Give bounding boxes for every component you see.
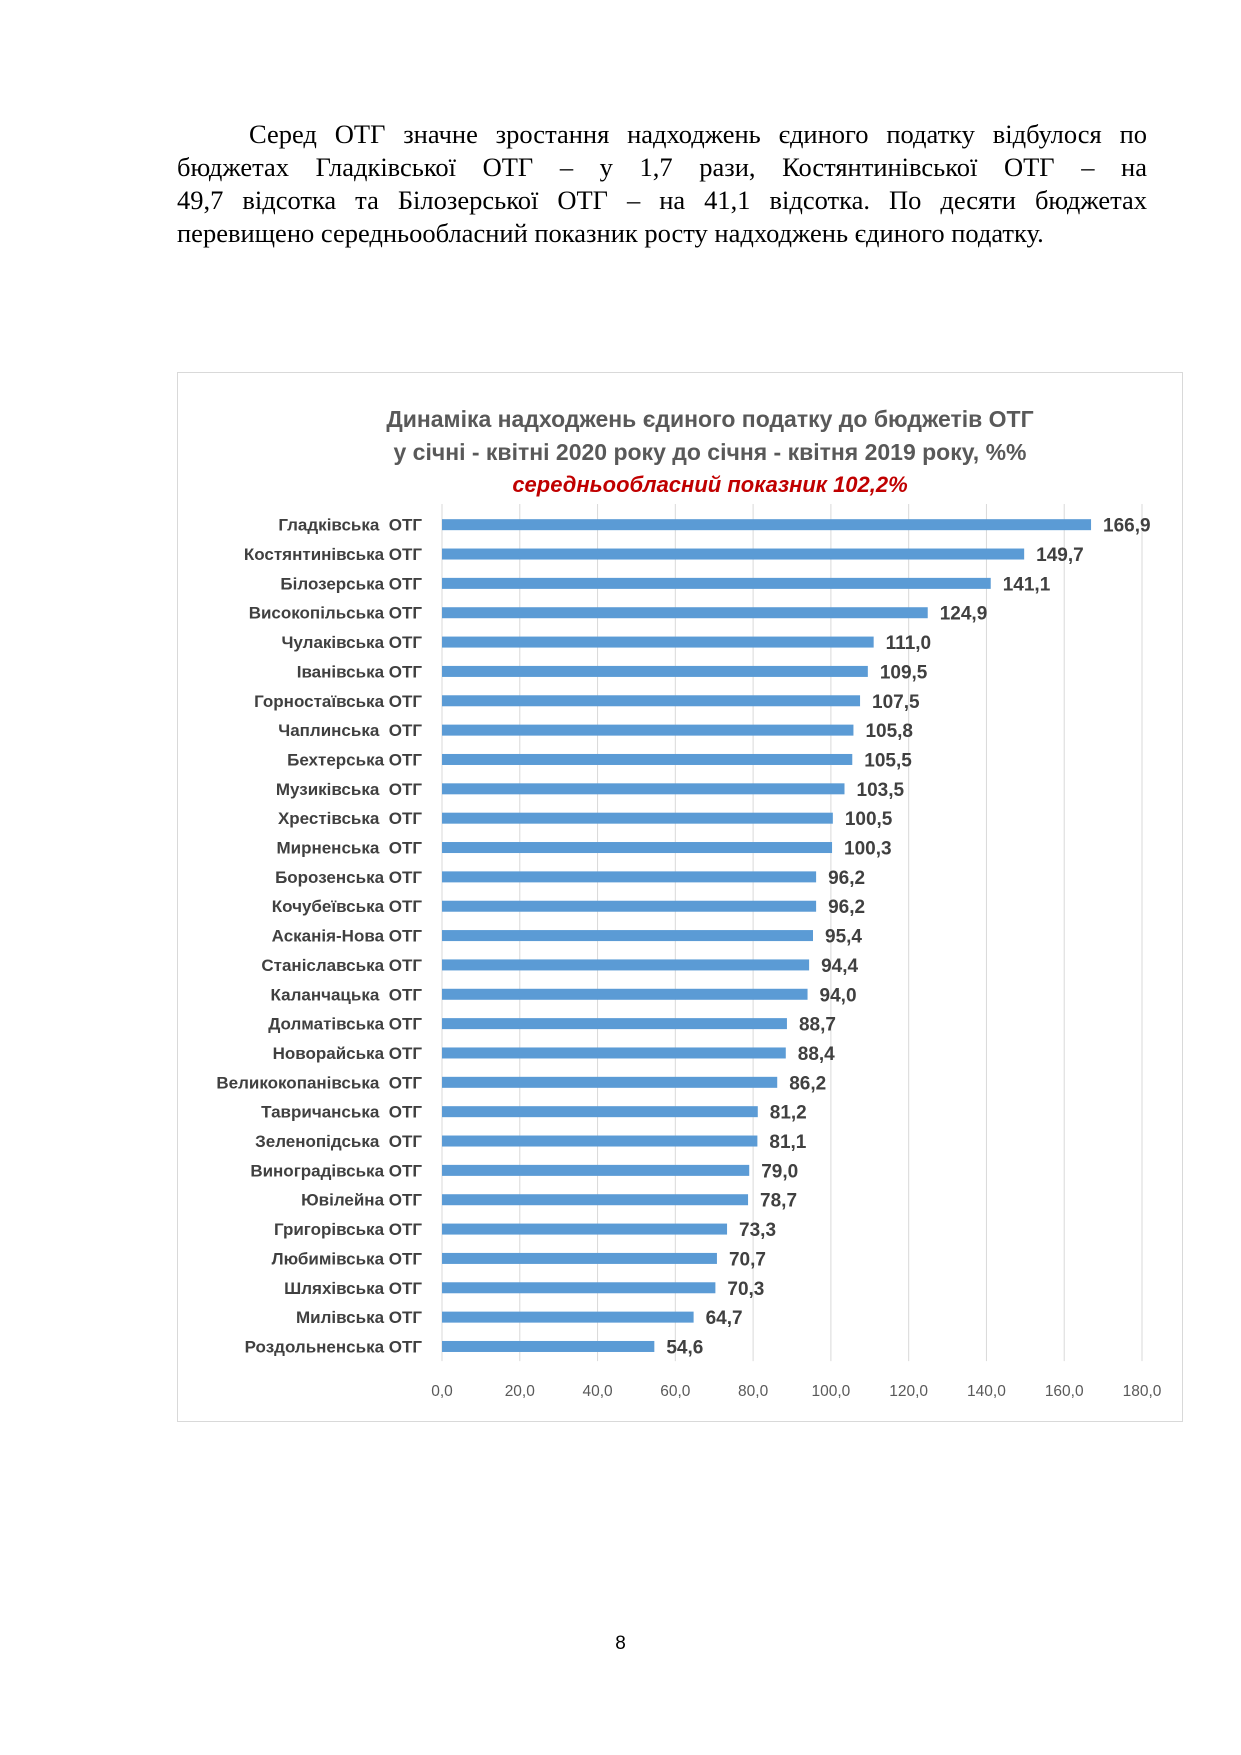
paragraph-line: Серед ОТГ значне зростання надходжень єдиного податку відбулося по xyxy=(249,119,1147,149)
x-tick-label: 100,0 xyxy=(811,1383,851,1401)
category-label: Чаплинська ОТГ xyxy=(278,721,422,741)
data-label: 100,3 xyxy=(844,838,892,860)
chart-frame xyxy=(177,372,1183,1422)
data-label: 64,7 xyxy=(705,1308,743,1330)
category-label: Хрестівська ОТГ xyxy=(277,809,422,829)
data-label: 124,9 xyxy=(939,603,988,625)
bar xyxy=(442,549,1024,560)
category-label: Шляхівська ОТГ xyxy=(284,1278,422,1298)
x-tick-label: 60,0 xyxy=(660,1383,691,1401)
category-label: Горностаївська ОТГ xyxy=(254,691,422,711)
x-tick-label: 180,0 xyxy=(1122,1383,1162,1401)
bar xyxy=(442,607,928,618)
data-label: 149,7 xyxy=(1036,545,1084,567)
x-tick-label: 80,0 xyxy=(738,1383,769,1401)
bar xyxy=(442,1047,786,1058)
data-label: 70,7 xyxy=(728,1249,766,1271)
category-label: Чулаківська ОТГ xyxy=(281,633,422,653)
data-label: 107,5 xyxy=(872,691,920,713)
data-label: 78,7 xyxy=(760,1190,798,1212)
category-label: Борозенська ОТГ xyxy=(275,867,422,887)
category-label: Григорівська ОТГ xyxy=(273,1220,422,1240)
paragraph-line: бюджетах Гладківської ОТГ – у 1,7 рази, Костянтинівської ОТГ – на xyxy=(177,152,1147,182)
data-label: 81,2 xyxy=(769,1102,807,1124)
bar xyxy=(442,989,808,1000)
bar xyxy=(442,519,1091,530)
intro-paragraph xyxy=(177,118,1147,250)
data-label: 105,8 xyxy=(865,721,913,743)
x-tick-label: 0,0 xyxy=(431,1383,453,1401)
bar xyxy=(442,1165,749,1176)
bar xyxy=(442,1341,654,1352)
page-number: 8 xyxy=(615,1633,626,1654)
bar xyxy=(442,1106,758,1117)
bar xyxy=(442,666,868,677)
category-label: Новорайська ОТГ xyxy=(272,1043,422,1063)
bar xyxy=(442,1282,715,1293)
bar xyxy=(442,930,813,941)
data-label: 94,4 xyxy=(821,955,859,977)
data-label: 105,5 xyxy=(864,750,912,772)
bar xyxy=(442,1194,748,1205)
data-label: 81,1 xyxy=(769,1132,807,1154)
category-label: Кочубеївська ОТГ xyxy=(271,897,422,917)
x-tick-label: 40,0 xyxy=(582,1383,613,1401)
bar xyxy=(442,754,852,765)
category-label: Любимівська ОТГ xyxy=(271,1249,422,1269)
bar xyxy=(442,959,809,970)
paragraph-line: 49,7 відсотка та Білозерської ОТГ – на 41,1 відсотка. По десяти бюджетах xyxy=(177,185,1147,215)
x-tick-label: 140,0 xyxy=(967,1383,1006,1401)
category-label: Високопільська ОТГ xyxy=(248,603,422,623)
category-label: Білозерська ОТГ xyxy=(280,574,422,594)
category-label: Милівська ОТГ xyxy=(296,1308,422,1328)
data-label: 166,9 xyxy=(1103,515,1151,537)
bar xyxy=(442,637,874,648)
data-label: 141,1 xyxy=(1002,574,1051,596)
category-label: Асканія-Нова ОТГ xyxy=(271,926,422,946)
chart-title-line-2: у січні - квітні 2020 року до січня - квітня 2019 року, %% xyxy=(393,439,1027,465)
chart-title-line-1: Динаміка надходжень єдиного податку до бюджетів ОТГ xyxy=(386,406,1034,432)
data-label: 109,5 xyxy=(879,662,928,684)
category-label: Бехтерська ОТГ xyxy=(287,750,422,770)
x-tick-label: 20,0 xyxy=(504,1383,535,1401)
bar xyxy=(442,1312,694,1323)
paragraph-line: перевищено середньообласний показник росту надходжень єдиного податку. xyxy=(177,218,1044,248)
data-label: 96,2 xyxy=(828,867,866,889)
category-label: Станіславська ОТГ xyxy=(261,955,422,975)
category-label: Костянтинівська ОТГ xyxy=(243,545,422,565)
category-label: Роздольненська ОТГ xyxy=(244,1337,422,1357)
data-label: 54,6 xyxy=(666,1337,704,1359)
category-label: Музиківська ОТГ xyxy=(275,779,422,799)
category-label: Мирненська ОТГ xyxy=(276,838,422,858)
data-label: 88,4 xyxy=(797,1043,835,1065)
data-label: 88,7 xyxy=(798,1014,836,1036)
data-label: 95,4 xyxy=(825,926,862,948)
bar xyxy=(442,1253,717,1264)
bar xyxy=(442,842,832,853)
category-label: Долматівська ОТГ xyxy=(268,1014,422,1034)
category-label: Ювілейна ОТГ xyxy=(301,1190,422,1210)
data-label: 86,2 xyxy=(789,1073,827,1095)
data-label: 96,2 xyxy=(828,897,866,919)
data-label: 111,0 xyxy=(885,633,932,655)
bar xyxy=(442,1018,787,1029)
bar xyxy=(442,578,991,589)
category-label: Великокопанівська ОТГ xyxy=(216,1073,422,1093)
bar xyxy=(442,1077,777,1088)
category-label: Виноградівська ОТГ xyxy=(250,1161,422,1181)
bar xyxy=(442,1224,727,1235)
bar xyxy=(442,783,845,794)
data-label: 70,3 xyxy=(727,1278,765,1300)
category-label: Гладківська ОТГ xyxy=(278,515,422,535)
data-label: 103,5 xyxy=(856,779,905,801)
data-label: 79,0 xyxy=(761,1161,799,1183)
bar xyxy=(442,1136,757,1147)
category-label: Каланчацька ОТГ xyxy=(270,985,422,1005)
x-tick-label: 120,0 xyxy=(889,1383,929,1401)
bar-chart xyxy=(178,373,1182,1421)
bar xyxy=(442,813,833,824)
data-label: 100,5 xyxy=(844,809,893,831)
x-tick-label: 160,0 xyxy=(1044,1383,1084,1401)
bar xyxy=(442,695,860,706)
bar xyxy=(442,725,853,736)
bar xyxy=(442,871,816,882)
category-label: Зеленопідська ОТГ xyxy=(255,1132,422,1152)
category-label: Іванівська ОТГ xyxy=(296,662,422,682)
bar xyxy=(442,901,816,912)
chart-subtitle: середньообласний показник 102,2% xyxy=(512,472,908,497)
data-label: 94,0 xyxy=(819,985,857,1007)
data-label: 73,3 xyxy=(739,1220,777,1242)
category-label: Тавричанська ОТГ xyxy=(261,1102,422,1122)
